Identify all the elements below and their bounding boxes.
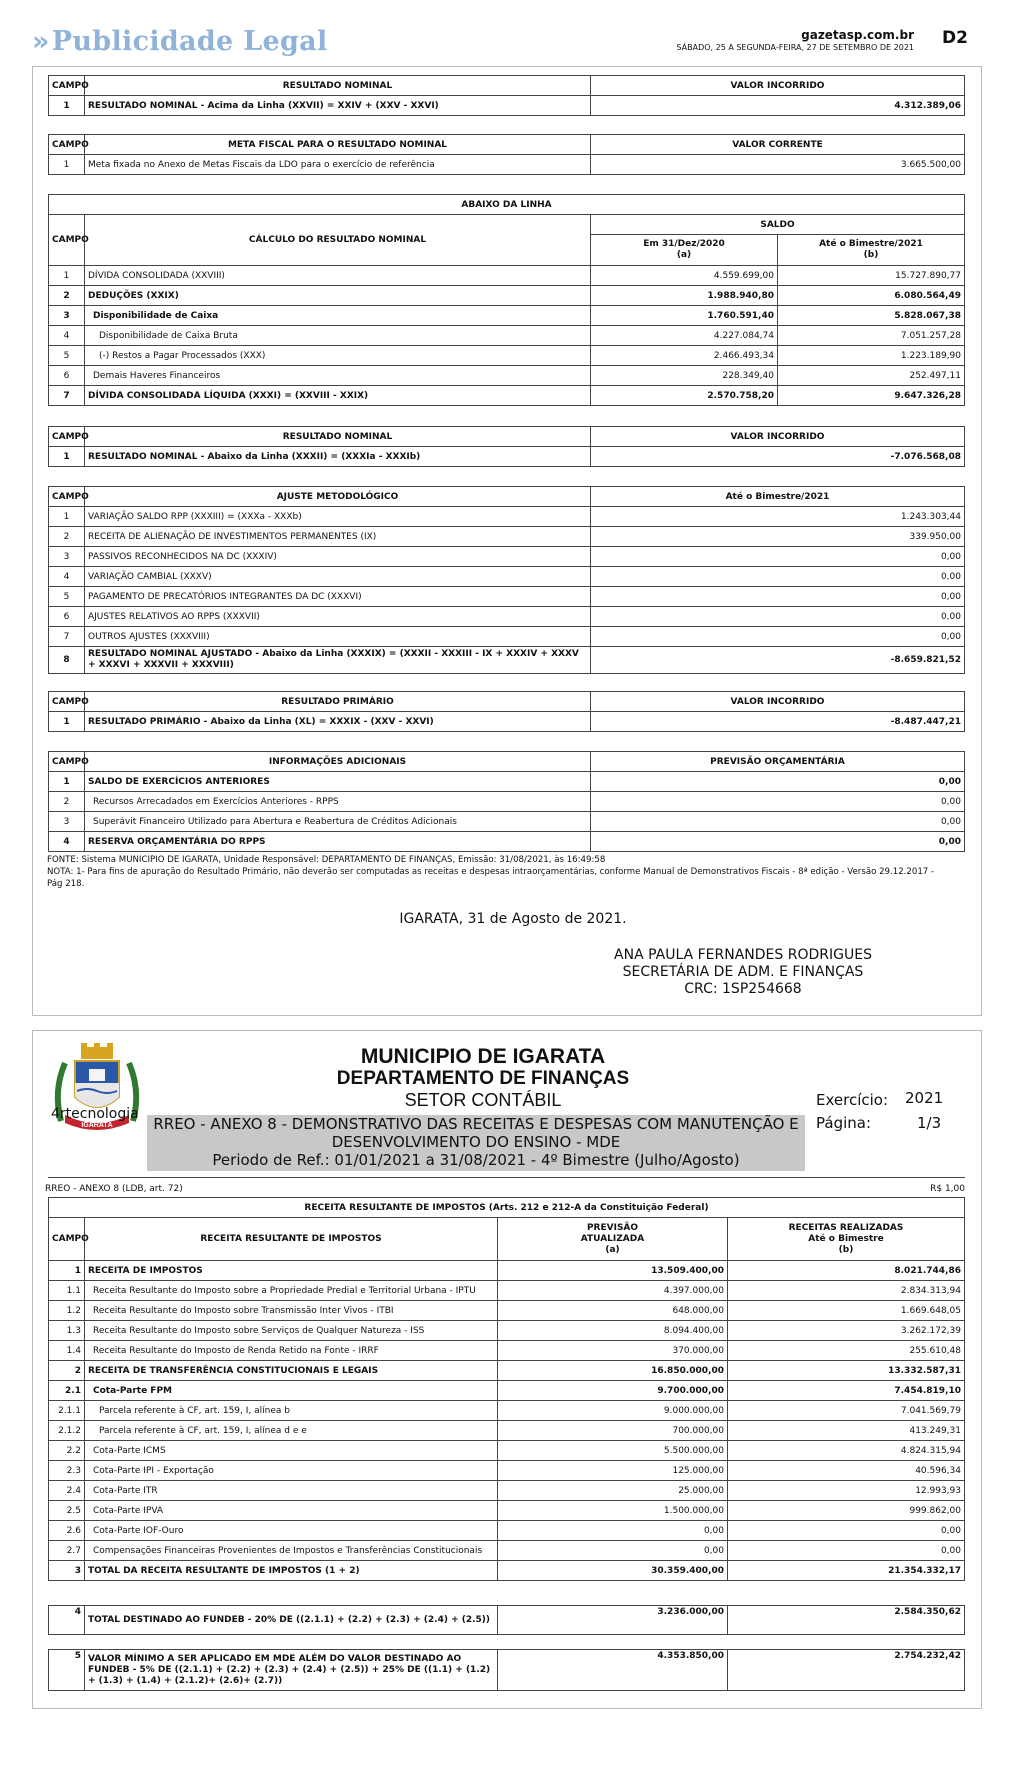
row-value: 0,00 (591, 547, 965, 567)
row-code: 2.7 (49, 1541, 85, 1561)
divider (48, 1177, 965, 1178)
row-value: 648.000,00 (498, 1301, 728, 1321)
row-value: 6.080.564,49 (778, 286, 965, 306)
row-value: 1.243.303,44 (591, 507, 965, 527)
table-row (49, 792, 965, 812)
table-row: 5 VALOR MÍNIMO A SER APLICADO EM MDE ALÉM DO VALOR DESTINADO AO FUNDEB - 5% DE ((2.1.1) + (2.2) + (2.3) + (2.4) + (2.5)) + 25% DE ((1.1) + (1.2) + (1.3) + (1.4) + (2.1.2)+ (2.6)+ (2.7)) 4.353.850,00 2.754.232,42 (49, 1650, 965, 1691)
sector-name: SETOR CONTÁBIL (404, 1090, 562, 1110)
crest-ribbon-text: IGARATÁ (81, 1122, 113, 1129)
row-value: 0,00 (728, 1541, 965, 1561)
table-row: 1 Meta fixada no Anexo de Metas Fiscais da LDO para o exercício de referência 3.665.500,00 (49, 155, 965, 175)
row-value: 1.500.000,00 (498, 1501, 728, 1521)
signature-block (593, 947, 893, 998)
row-description: Disponibilidade de Caixa (85, 306, 591, 326)
row-description: Parcela referente à CF, art. 159, I, alínea b (85, 1401, 498, 1421)
table-row (49, 306, 965, 326)
row-value: 4.559.699,00 (591, 266, 778, 286)
signer-name: ANA PAULA FERNANDES RODRIGUES (614, 947, 872, 963)
report-period: Periodo de Ref.: 01/01/2021 a 31/08/2021 - 4º Bimestre (Julho/Agosto) (212, 1151, 740, 1169)
row-description: Disponibilidade de Caixa Bruta (85, 326, 591, 346)
row-value: 999.862,00 (728, 1501, 965, 1521)
row-code: 2.1.2 (49, 1421, 85, 1441)
row-code: 2.5 (49, 1501, 85, 1521)
section-brand: »Publicidade Legal (32, 26, 328, 57)
row-value: 8.021.744,86 (728, 1261, 965, 1281)
table-row: 4 TOTAL DESTINADO AO FUNDEB - 20% DE ((2.1.1) + (2.2) + (2.3) + (2.4) + (2.5)) 3.236.000,00 2.584.350,62 (49, 1606, 965, 1635)
table-row: 1 RESULTADO PRIMÁRIO - Abaixo da Linha (XL) = XXXIX - (XXV - XXVI) -8.487.447,21 (49, 712, 965, 732)
table-below-the-line: ABAIXO DA LINHA CAMPO CÁLCULO DO RESULTADO NOMINAL SALDO Em 31/Dez/2020 (a) Até o Bimestre/2021 (b) 1 DÍVIDA CONSOLIDADA (XXVIII) 4.559.699,00 15.727.890,77 2 DEDUÇÕES (XXIX) 1.988.940,80 6.080.564,49 3 Disponibilidade de Caixa 1.760.591,40 5.828.067,38 4 Disponibilidade de Caixa Bruta 4.227.084,74 7.051.257,28 5 (-) Restos a Pagar Processados (XXX) 2.466.493,34 1.223.189,90 6 Demais Haveres Financeiros 228.349,40 252.497,11 7 DÍVIDA CONSOLIDADA LÍQUIDA (XXXI) = (XXVIII - XXIX) 2.570.758,20 9.647.326,28 (48, 194, 965, 406)
currency-unit: R$ 1,00 (930, 1184, 965, 1194)
row-description: RECEITA DE IMPOSTOS (85, 1261, 498, 1281)
row-value: 252.497,11 (778, 366, 965, 386)
row-value: -8.659.821,52 (591, 647, 965, 674)
row-description: Cota-Parte IPVA (85, 1501, 498, 1521)
row-code: 1 (49, 507, 85, 527)
table-row (49, 1281, 965, 1301)
row-code: 2 (49, 792, 85, 812)
row-code: 2 (49, 1361, 85, 1381)
table-row (49, 1561, 965, 1581)
row-code: 1.1 (49, 1281, 85, 1301)
row-code: 2 (49, 527, 85, 547)
table-mde-minimum (48, 1649, 965, 1691)
signature-place-date: IGARATA, 31 de Agosto de 2021. (399, 911, 627, 927)
row-value: 125.000,00 (498, 1461, 728, 1481)
row-value: 0,00 (591, 607, 965, 627)
table-row (49, 812, 965, 832)
row-value: 21.354.332,17 (728, 1561, 965, 1581)
report-title-line2: DESENVOLVIMENTO DO ENSINO - MDE (331, 1133, 621, 1151)
site-name: gazetasp.com.br (801, 28, 914, 42)
row-description: Compensações Financeiras Provenientes de Impostos e Transferências Constitucionais (85, 1541, 498, 1561)
row-value: 3.262.172,39 (728, 1321, 965, 1341)
row-code: 6 (49, 366, 85, 386)
issue-date: SÁBADO, 25 A SEGUNDA-FEIRA, 27 DE SETEMBRO DE 2021 (676, 43, 914, 52)
row-code: 4 (49, 832, 85, 852)
row-value: 5.828.067,38 (778, 306, 965, 326)
row-value: 30.359.400,00 (498, 1561, 728, 1581)
row-description: Superávit Financeiro Utilizado para Abertura e Reabertura de Créditos Adicionais (85, 812, 591, 832)
table-row: 1 RESULTADO NOMINAL - Acima da Linha (XXVII) = XXIV + (XXV - XXVI) 4.312.389,06 (49, 96, 965, 116)
row-code: 2 (49, 286, 85, 306)
table-row (49, 326, 965, 346)
table-row (49, 832, 965, 852)
row-description: PAGAMENTO DE PRECATÓRIOS INTEGRANTES DA DC (XXXVI) (85, 587, 591, 607)
legal-reference: RREO - ANEXO 8 (LDB, art. 72) (45, 1184, 183, 1194)
row-description: Cota-Parte ICMS (85, 1441, 498, 1461)
row-description: Recursos Arrecadados em Exercícios Anteriores - RPPS (85, 792, 591, 812)
row-code: 7 (49, 386, 85, 406)
table-nominal-result-above: CAMPO RESULTADO NOMINAL VALOR INCORRIDO 1 RESULTADO NOMINAL - Acima da Linha (XXVII) = XXIV + (XXV - XXVI) 4.312.389,06 (48, 75, 965, 116)
fiscal-report-continuation (32, 66, 982, 1016)
table-row (49, 1501, 965, 1521)
table-nominal-result-below: CAMPO RESULTADO NOMINAL VALOR INCORRIDO 1 RESULTADO NOMINAL - Abaixo da Linha (XXXII) = (XXXIa - XXXIb) -7.076.568,08 (48, 426, 965, 467)
row-description: VARIAÇÃO CAMBIAL (XXXV) (85, 567, 591, 587)
row-value: 9.000.000,00 (498, 1401, 728, 1421)
row-code: 1.3 (49, 1321, 85, 1341)
row-description: Receita Resultante do Imposto sobre Transmissão Inter Vivos - ITBI (85, 1301, 498, 1321)
row-value: 1.223.189,90 (778, 346, 965, 366)
row-value: 5.500.000,00 (498, 1441, 728, 1461)
row-description: Cota-Parte IPI - Exportação (85, 1461, 498, 1481)
row-value: 40.596,34 (728, 1461, 965, 1481)
row-description: VARIAÇÃO SALDO RPP (XXXIII) = (XXXa - XXXb) (85, 507, 591, 527)
table-row: 1 RESULTADO NOMINAL - Abaixo da Linha (XXXII) = (XXXIa - XXXIb) -7.076.568,08 (49, 447, 965, 467)
row-value: 2.834.313,94 (728, 1281, 965, 1301)
table-row (49, 386, 965, 406)
table-row (49, 647, 965, 674)
report-title-line1: RREO - ANEXO 8 - DEMONSTRATIVO DAS RECEITAS E DESPESAS COM MANUTENÇÃO E (153, 1115, 799, 1133)
row-value: 339.950,00 (591, 527, 965, 547)
table-tax-revenue: RECEITA RESULTANTE DE IMPOSTOS (Arts. 212 e 212-A da Constituição Federal) CAMPO RECEITA RESULTANTE DE IMPOSTOS PREVISÃO ATUALIZADA (a) RECEITAS REALIZADAS Até o Bimestre (b) 1 RECEITA DE IMPOSTOS 13.509.400,00 8.021.744,86 1.1 Receita Resultante do Imposto sobre a Propriedade Predial e Territorial Urbana - IPTU 4.397.000,00 2.834.313,94 1.2 Receita Resultante do Imposto sobre Transmissão Inter Vivos - ITBI 648.000,00 1.669.648,05 1.3 Receita Resultante do Imposto sobre Serviços de Qualquer Natureza - ISS 8.094.400,00 3.262.172,39 1.4 Receita Resultante do Imposto de Renda Retido na Fonte - IRRF 370.000,00 255.610,48 2 RECEITA DE TRANSFERÊNCIA CONSTITUCIONAIS E LEGAIS 16.850.000,00 13.332.587,31 2.1 Cota-Parte FPM 9.700.000,00 7.454.819,10 2.1.1 Parcela referente à CF, art. 159, I, alínea b 9.000.000,00 7.041.569,79 2.1.2 Parcela referente à CF, art. 159, I, alínea d e e 700.000,00 413.249,31 2.2 Cota-Parte ICMS 5.500.000,00 4.824.315,94 2.3 Cota-Parte IPI - Exportação 125.000,00 40.596,34 2.4 Cota-Parte ITR 25.000,00 12.993,93 2.5 Cota-Parte IPVA 1.500.000,00 999.862,00 2.6 Cota-Parte IOF-Ouro 0,00 0,00 2.7 Compensações Financeiras Provenientes de Impostos e Transferências Constitucionais 0,00 0,00 3 TOTAL DA RECEITA RESULTANTE DE IMPOSTOS (1 + 2) 30.359.400,00 21.354.332,17 (48, 1197, 965, 1581)
row-description: AJUSTES RELATIVOS AO RPPS (XXXVII) (85, 607, 591, 627)
row-code: 1.2 (49, 1301, 85, 1321)
table-row (49, 547, 965, 567)
row-code: 3 (49, 547, 85, 567)
row-description: RESULTADO NOMINAL AJUSTADO - Abaixo da Linha (XXXIX) = (XXXII - XXXIII - IX + XXXIV + XXXV + XXXVI + XXXVII + XXXVIII) (85, 647, 591, 674)
row-description: SALDO DE EXERCÍCIOS ANTERIORES (85, 772, 591, 792)
municipal-crest-icon (47, 1041, 147, 1137)
row-value: 0,00 (591, 812, 965, 832)
row-value: 13.509.400,00 (498, 1261, 728, 1281)
mde-report (32, 1030, 982, 1709)
row-code: 5 (49, 587, 85, 607)
table-row (49, 627, 965, 647)
table-row (49, 507, 965, 527)
row-value: 1.760.591,40 (591, 306, 778, 326)
page-number: D2 (942, 28, 968, 48)
row-value: 0,00 (591, 587, 965, 607)
row-description: Receita Resultante do Imposto sobre a Propriedade Predial e Territorial Urbana - IPTU (85, 1281, 498, 1301)
row-value: 0,00 (498, 1541, 728, 1561)
table-row (49, 772, 965, 792)
row-value: 4.824.315,94 (728, 1441, 965, 1461)
table-row (49, 286, 965, 306)
row-value: 7.454.819,10 (728, 1381, 965, 1401)
row-code: 2.1.1 (49, 1401, 85, 1421)
row-value: 370.000,00 (498, 1341, 728, 1361)
table-methodological-adjustment: CAMPO AJUSTE METODOLÓGICO Até o Bimestre/2021 1 VARIAÇÃO SALDO RPP (XXXIII) = (XXXa - XXXb) 1.243.303,44 2 RECEITA DE ALIENAÇÃO DE INVESTIMENTOS PERMANENTES (IX) 339.950,00 3 PASSIVOS RECONHECIDOS NA DC (XXXIV) 0,00 4 VARIAÇÃO CAMBIAL (XXXV) 0,00 5 PAGAMENTO DE PRECATÓRIOS INTEGRANTES DA DC (XXXVI) 0,00 6 AJUSTES RELATIVOS AO RPPS (XXXVII) 0,00 7 OUTROS AJUSTES (XXXVIII) 0,00 8 RESULTADO NOMINAL AJUSTADO - Abaixo da Linha (XXXIX) = (XXXII - XXXIII - IX + XXXIV + XXXV + XXXVI + XXXVII + XXXVIII) -8.659.821,52 (48, 486, 965, 674)
row-code: 4 (49, 567, 85, 587)
row-code: 2.1 (49, 1381, 85, 1401)
table-primary-result: CAMPO RESULTADO PRIMÁRIO VALOR INCORRIDO 1 RESULTADO PRIMÁRIO - Abaixo da Linha (XL) = XXXIX - (XXV - XXVI) -8.487.447,21 (48, 691, 965, 732)
row-value: 25.000,00 (498, 1481, 728, 1501)
row-value: 4.397.000,00 (498, 1281, 728, 1301)
row-description: (-) Restos a Pagar Processados (XXX) (85, 346, 591, 366)
row-value: 1.669.648,05 (728, 1301, 965, 1321)
row-value: 12.993,93 (728, 1481, 965, 1501)
row-description: Cota-Parte ITR (85, 1481, 498, 1501)
row-code: 2.3 (49, 1461, 85, 1481)
row-value: 4.227.084,74 (591, 326, 778, 346)
row-code: 2.2 (49, 1441, 85, 1461)
row-code: 1.4 (49, 1341, 85, 1361)
row-description: TOTAL DA RECEITA RESULTANTE DE IMPOSTOS (1 + 2) (85, 1561, 498, 1581)
table-row (49, 607, 965, 627)
row-value: 0,00 (591, 627, 965, 647)
table-row (49, 1461, 965, 1481)
row-description: PASSIVOS RECONHECIDOS NA DC (XXXIV) (85, 547, 591, 567)
row-code: 3 (49, 306, 85, 326)
row-code: 1 (49, 266, 85, 286)
row-description: Cota-Parte FPM (85, 1381, 498, 1401)
row-value: 228.349,40 (591, 366, 778, 386)
row-value: 9.647.326,28 (778, 386, 965, 406)
row-code: 3 (49, 812, 85, 832)
row-value: 13.332.587,31 (728, 1361, 965, 1381)
municipality-name: MUNICIPIO DE IGARATA (360, 1045, 606, 1068)
table-row (49, 1401, 965, 1421)
row-code: 6 (49, 607, 85, 627)
table-row (49, 567, 965, 587)
row-value: 0,00 (591, 567, 965, 587)
table-row (49, 1541, 965, 1561)
row-value: 7.051.257,28 (778, 326, 965, 346)
table-fundeb-total (48, 1605, 965, 1635)
row-code: 4 (49, 326, 85, 346)
page-value: 1/3 (917, 1114, 942, 1132)
report-title-bar (147, 1115, 805, 1171)
row-code: 5 (49, 346, 85, 366)
table-additional-info: CAMPO INFORMAÇÕES ADICIONAIS PREVISÃO ORÇAMENTÁRIA 1 SALDO DE EXERCÍCIOS ANTERIORES 0,00 2 Recursos Arrecadados em Exercícios Anteriores - RPPS 0,00 3 Superávit Financeiro Utilizado para Abertura e Reabertura de Créditos Adicionais 0,00 4 RESERVA ORÇAMENTÁRIA DO RPPS 0,00 (48, 751, 965, 852)
row-description: RECEITA DE ALIENAÇÃO DE INVESTIMENTOS PERMANENTES (IX) (85, 527, 591, 547)
table-row (49, 1381, 965, 1401)
row-value: 0,00 (728, 1521, 965, 1541)
row-description: RESERVA ORÇAMENTÁRIA DO RPPS (85, 832, 591, 852)
row-description: Cota-Parte IOF-Ouro (85, 1521, 498, 1541)
table-row (49, 1301, 965, 1321)
row-value: 0,00 (591, 832, 965, 852)
row-value: 413.249,31 (728, 1421, 965, 1441)
row-code: 7 (49, 627, 85, 647)
row-value: 9.700.000,00 (498, 1381, 728, 1401)
row-value: 7.041.569,79 (728, 1401, 965, 1421)
row-description: OUTROS AJUSTES (XXXVIII) (85, 627, 591, 647)
table-row (49, 346, 965, 366)
exercise-label: Exercício: (816, 1091, 889, 1109)
signer-role: SECRETÁRIA DE ADM. E FINANÇAS (622, 964, 864, 980)
row-code: 3 (49, 1561, 85, 1581)
chevron-icon: » (32, 26, 50, 57)
row-description: Receita Resultante do Imposto de Renda Retido na Fonte - IRRF (85, 1341, 498, 1361)
exercise-value: 2021 (905, 1089, 944, 1107)
row-description: DÍVIDA CONSOLIDADA (XXVIII) (85, 266, 591, 286)
table-row (49, 1441, 965, 1461)
row-description: DÍVIDA CONSOLIDADA LÍQUIDA (XXXI) = (XXVIII - XXIX) (85, 386, 591, 406)
row-code: 2.6 (49, 1521, 85, 1541)
row-description: Parcela referente à CF, art. 159, I, alínea d e e (85, 1421, 498, 1441)
row-code: 1 (49, 1261, 85, 1281)
footnotes (47, 854, 952, 890)
row-value: 2.466.493,34 (591, 346, 778, 366)
page-label: Página: (816, 1114, 872, 1132)
table-row (49, 266, 965, 286)
row-description: Receita Resultante do Imposto sobre Serviços de Qualquer Natureza - ISS (85, 1321, 498, 1341)
row-code: 1 (49, 772, 85, 792)
row-value: 16.850.000,00 (498, 1361, 728, 1381)
row-description: Demais Haveres Financeiros (85, 366, 591, 386)
row-description: RECEITA DE TRANSFERÊNCIA CONSTITUCIONAIS E LEGAIS (85, 1361, 498, 1381)
table-row (49, 1361, 965, 1381)
row-value: 0,00 (498, 1521, 728, 1541)
department-name: DEPARTAMENTO DE FINANÇAS (336, 1068, 630, 1089)
row-code: 2.4 (49, 1481, 85, 1501)
row-value: 255.610,48 (728, 1341, 965, 1361)
row-value: 0,00 (591, 772, 965, 792)
table-fiscal-target: CAMPO META FISCAL PARA O RESULTADO NOMINAL VALOR CORRENTE 1 Meta fixada no Anexo de Metas Fiscais da LDO para o exercício de referência 3.665.500,00 (48, 134, 965, 175)
source-note: FONTE: Sistema MUNICIPIO DE IGARATA, Unidade Responsável: DEPARTAMENTO DE FINANÇAS, Emissão: 31/08/2021, às 16:49:58 (47, 855, 606, 865)
table-row (49, 1521, 965, 1541)
table-row (49, 366, 965, 386)
table-row (49, 527, 965, 547)
row-value: 700.000,00 (498, 1421, 728, 1441)
method-note: NOTA: 1- Para fins de apuração do Resultado Primário, não deverão ser computadas as receitas e despesas intraorçamentárias, conforme Manual de Demonstrativos Fiscais - 8ª edição - Versão 29.12.2017 - Pág 218. (47, 867, 935, 889)
row-code: 8 (49, 647, 85, 674)
table-row (49, 1321, 965, 1341)
row-value: 2.570.758,20 (591, 386, 778, 406)
row-description: DEDUÇÕES (XXIX) (85, 286, 591, 306)
table-row (49, 1261, 965, 1281)
row-value: 1.988.940,80 (591, 286, 778, 306)
row-value: 0,00 (591, 792, 965, 812)
vendor-name: 4rtecnologia (51, 1106, 139, 1122)
table-row (49, 587, 965, 607)
row-value: 8.094.400,00 (498, 1321, 728, 1341)
table-row (49, 1481, 965, 1501)
signer-crc: CRC: 1SP254668 (684, 981, 802, 997)
table-row (49, 1341, 965, 1361)
page-header (32, 26, 982, 60)
row-value: 15.727.890,77 (778, 266, 965, 286)
table-row (49, 1421, 965, 1441)
